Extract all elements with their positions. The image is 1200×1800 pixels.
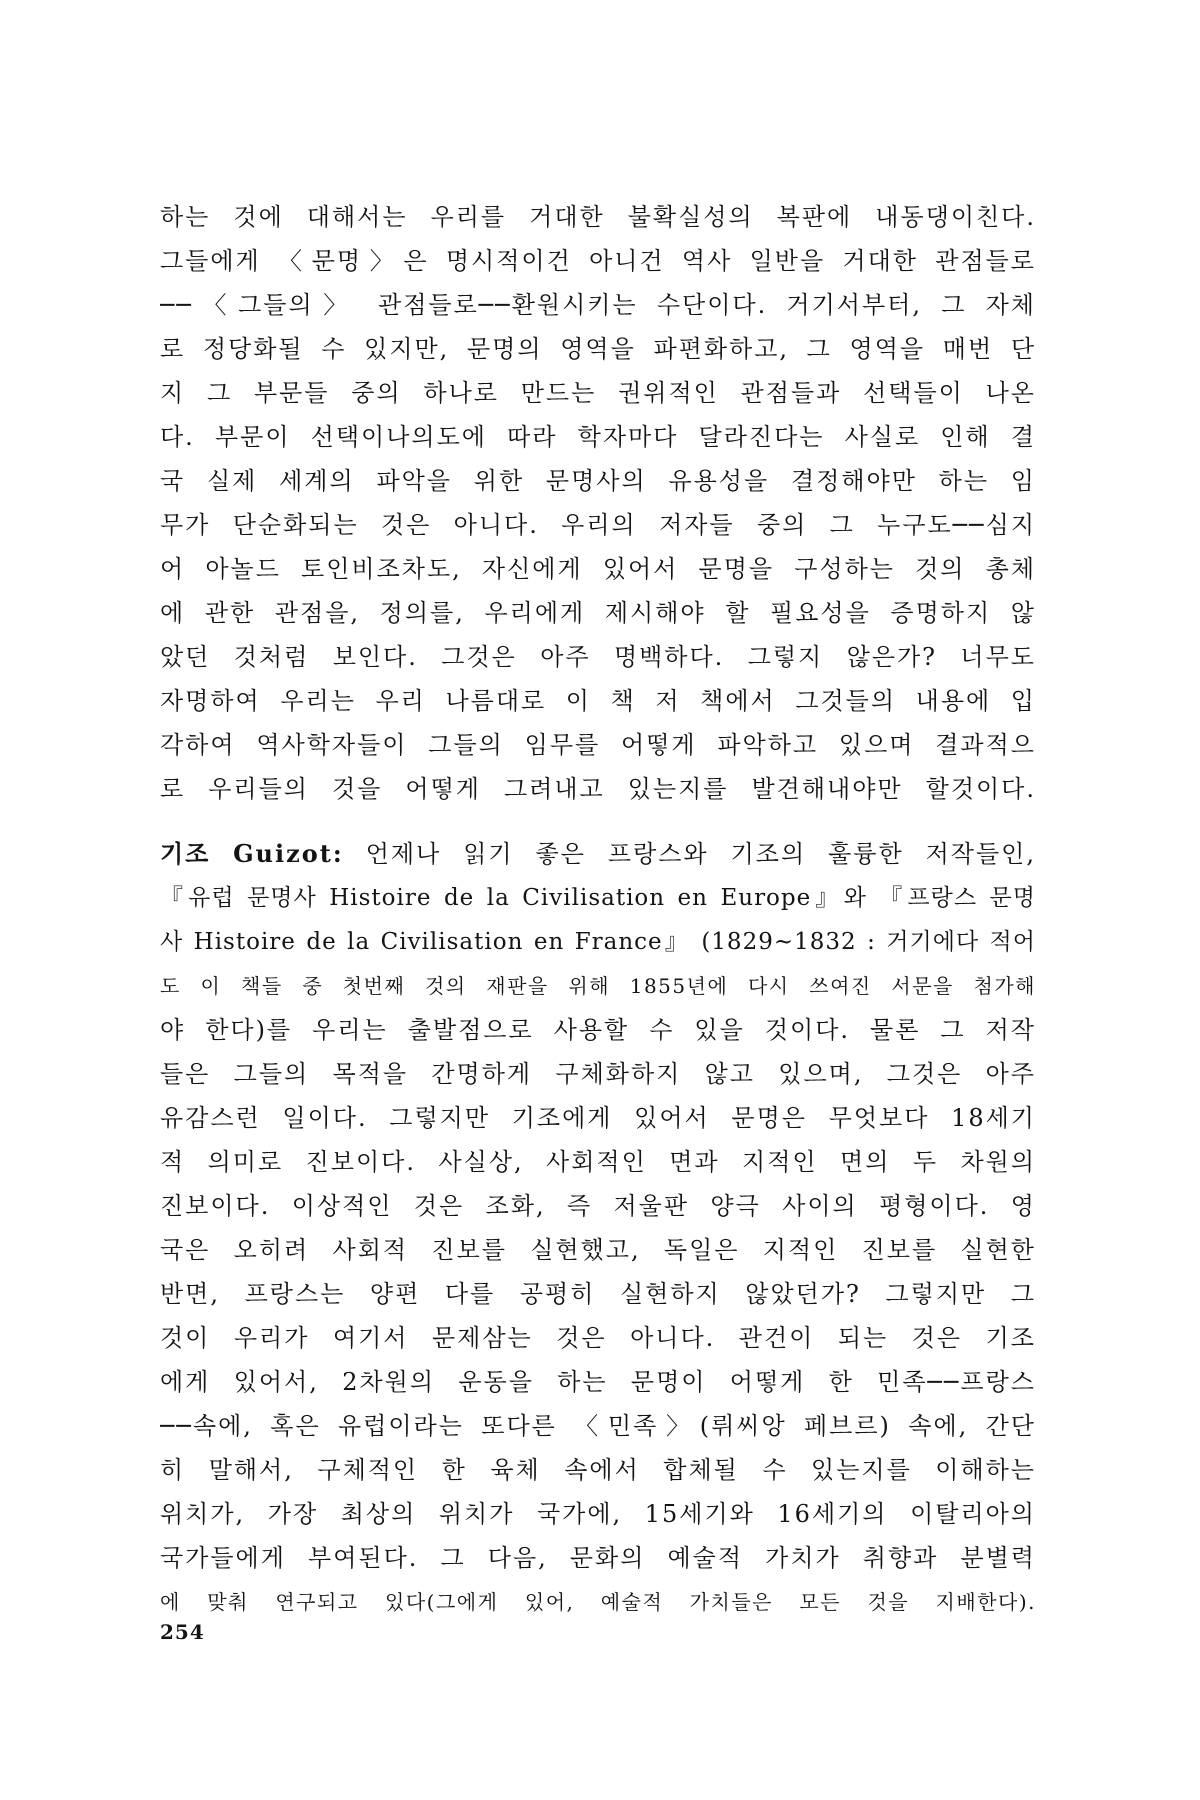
text-line: 반면, 프랑스는 양편 다를 공평히 실현하지 않았던가? 그렇지만 그 bbox=[160, 1280, 1036, 1308]
text-line: 것이 우리가 여기서 문제삼는 것은 아니다. 관건이 되는 것은 기조 bbox=[160, 1324, 1036, 1352]
text-line: 국 실제 세계의 파악을 위한 문명사의 유용성을 결정해야만 하는 임 bbox=[160, 467, 1036, 495]
text-line: 국가들에게 부여된다. 그 다음, 문화의 예술적 가치가 취향과 분별력 bbox=[160, 1544, 1036, 1572]
text-line: 도 이 책들 중 첫번째 것의 재판을 위해 1855년에 다시 쓰여진 서문을 첨가해 bbox=[160, 974, 1036, 998]
entry-first-line-text: 언제나 읽기 좋은 프랑스와 기조의 훌륭한 저작들인, bbox=[343, 840, 1036, 868]
text-line: 았던 것처럼 보인다. 그것은 아주 명백하다. 그렇지 않은가? 너무도 bbox=[160, 643, 1036, 671]
text-line: 국은 오히려 사회적 진보를 실현했고, 독일은 지적인 진보를 실현한 bbox=[160, 1236, 1036, 1264]
text-line: 『유럽 문명사 Histoire de la Civilisation en Europe』와 『프랑스 문명 bbox=[160, 885, 1036, 911]
text-line: ──〈그들의〉 관점들로──환원시키는 수단이다. 거기서부터, 그 자체 bbox=[160, 291, 1036, 319]
entry-first-line bbox=[160, 832, 1036, 876]
text-line: 에 맞춰 연구되고 있다(그에게 있어, 예술적 가치들은 모든 것을 지배한다). bbox=[160, 1590, 1036, 1614]
paragraph-civilization-perspectives bbox=[160, 195, 1036, 811]
text-line: 지 그 부문들 중의 하나로 만드는 권위적인 관점들과 선택들이 나온 bbox=[160, 379, 1036, 407]
text-line: 로 우리들의 것을 어떻게 그려내고 있는지를 발견해내야만 할것이다. bbox=[160, 775, 1036, 803]
text-line: 위치가, 가장 최상의 위치가 국가에, 15세기와 16세기의 이탈리아의 bbox=[160, 1500, 1036, 1528]
text-line: 진보이다. 이상적인 것은 조화, 즉 저울판 양극 사이의 평형이다. 영 bbox=[160, 1192, 1036, 1220]
entry-heading-guizot: 기조 Guizot: bbox=[160, 839, 344, 868]
text-line: 에 관한 관점을, 정의를, 우리에게 제시해야 할 필요성을 증명하지 않 bbox=[160, 599, 1036, 627]
text-line: 사 Histoire de la Civilisation en France』 (1829~1832 : 거기에다 적어 bbox=[160, 929, 1036, 955]
text-line: ──속에, 혹은 유럽이라는 또다른 〈민족〉(뤼씨앙 페브르) 속에, 간단 bbox=[160, 1412, 1036, 1440]
paragraph-guizot-entry bbox=[160, 832, 1036, 1624]
text-line: 각하여 역사학자들이 그들의 임무를 어떻게 파악하고 있으며 결과적으 bbox=[160, 731, 1036, 759]
text-line: 적 의미로 진보이다. 사실상, 사회적인 면과 지적인 면의 두 차원의 bbox=[160, 1148, 1036, 1176]
page-number: 254 bbox=[160, 1620, 205, 1644]
text-line: 히 말해서, 구체적인 한 육체 속에서 합체될 수 있는지를 이해하는 bbox=[160, 1456, 1036, 1484]
text-line: 유감스런 일이다. 그렇지만 기조에게 있어서 문명은 무엇보다 18세기 bbox=[160, 1104, 1036, 1132]
text-line: 에게 있어서, 2차원의 운동을 하는 문명이 어떻게 한 민족──프랑스 bbox=[160, 1368, 1036, 1396]
text-line: 야 한다)를 우리는 출발점으로 사용할 수 있을 것이다. 물론 그 저작 bbox=[160, 1016, 1036, 1044]
text-line: 하는 것에 대해서는 우리를 거대한 불확실성의 복판에 내동댕이친다. bbox=[160, 203, 1036, 231]
text-line: 로 정당화될 수 있지만, 문명의 영역을 파편화하고, 그 영역을 매번 단 bbox=[160, 335, 1036, 363]
text-line: 어 아놀드 토인비조차도, 자신에게 있어서 문명을 구성하는 것의 총체 bbox=[160, 555, 1036, 583]
text-line: 다. 부문이 선택이나의도에 따라 학자마다 달라진다는 사실로 인해 결 bbox=[160, 423, 1036, 451]
text-line: 그들에게 〈문명〉은 명시적이건 아니건 역사 일반을 거대한 관점들로 bbox=[160, 247, 1036, 275]
text-line: 무가 단순화되는 것은 아니다. 우리의 저자들 중의 그 누구도──심지 bbox=[160, 511, 1036, 539]
text-line: 들은 그들의 목적을 간명하게 구체화하지 않고 있으며, 그것은 아주 bbox=[160, 1060, 1036, 1088]
text-line: 자명하여 우리는 우리 나름대로 이 책 저 책에서 그것들의 내용에 입 bbox=[160, 687, 1036, 715]
